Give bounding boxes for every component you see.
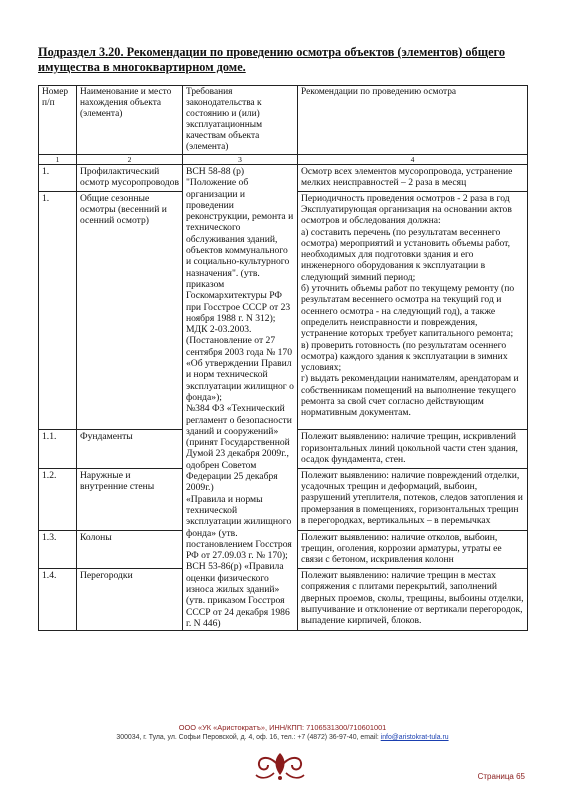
recommendation-text: Полежит выявлению: наличие отколов, выбоин, трещин, оголения, коррозии арматуры, утраты ее связи с бетоном, искривления колонн [301,531,502,566]
requirements-cell [183,165,298,631]
recommendation-text: Эксплуатирующая организация на основании актов осмотров и обследования должна: [301,203,512,227]
section-heading [38,45,538,75]
col-number: 1 [39,155,77,165]
row-recommendation [298,165,528,192]
col-number: 3 [183,155,298,165]
table-header-row [39,86,528,155]
col-number: 4 [298,155,528,165]
row-recommendation [298,530,528,568]
requirement-text: №384 ФЗ «Технический регламент о безопасности зданий и сооружений» (принят Государственной Думой 23 декабря 2009г., одобрен Советом Федерации 25 декабря 2009г.) [186,403,292,494]
row-recommendation [298,430,528,468]
header-recommendations: Рекомендации по проведению осмотра [298,86,528,155]
recommendation-text: Осмотр всех элементов мусоропровода, устранение мелких неисправностей – 2 раза в месяц [301,166,513,189]
row-number: 1.2. [39,468,77,530]
recommendation-text: Полежит выявлению: наличие трещин в местах сопряжения с плитами перекрытий, заполнений дверных проемов, сколы, трещины, выбоины отделки, выпучивание и отклонение от вертикали перегородок, выпадение кирпичей, блоков. [301,570,524,627]
footer-company: ООО «УК «Аристократъ», ИНН/КПП: 7106531300/710601001 [178,723,387,732]
col-number: 2 [77,155,183,165]
row-name: Общие сезонные осмотры (весенний и осенний осмотр) [77,191,183,430]
row-name: Перегородки [77,569,183,631]
recommendation-text: Полежит выявлению: наличие повреждений отделки, усадочных трещин и деформаций, выбоин, разрушений утеплителя, потеков, следов затопления и промерзания в помещениях, горизонтальных трещин в перегородках, вертикальных – в перемычках [301,469,523,526]
section-number: Подраздел 3.20. [38,45,124,59]
recommendation-text: а) составить перечень (по результатам весеннего осмотра) мероприятий и установить объемы работ, необходимых для подготовки здания и его инженерного оборудования к эксплуатации в следующий зимний период; [301,226,511,283]
table-row [39,165,528,192]
footer-address [0,734,565,741]
recommendation-text: Полежит выявлению: наличие трещин, искривлений горизонтальных линий цокольной части стен здания, осадок фундамента, стен. [301,431,518,465]
row-recommendation [298,468,528,530]
column-number-row [39,155,528,165]
row-recommendation [298,569,528,631]
row-number: 1.3. [39,530,77,568]
header-requirements: Требования законодательства к состоянию и (или) эксплуатационным качествам объекта (элемента) [183,86,298,155]
row-number: 1.4. [39,569,77,631]
ornament-icon [250,749,310,781]
row-name: Профилактический осмотр мусоропроводов [77,165,183,192]
requirement-text: ВСН 58-88 (р) "Положение об организации и проведении реконструкции, ремонта и технического обслуживания зданий, объектов коммунального и социально-культурного назначения". (утв. приказом Госкомархитектуры РФ при Госстрое СССР от 23 ноября 1988 г. N 312); [186,166,294,324]
recommendation-text: б) уточнить объемы работ по текущему ремонту (по результатам весеннего осмотра на текущий год и осеннего осмотра - на следующий год), а также определить неисправности и повреждения, устранение которых требует капитального ремонта; [301,283,515,340]
section-title: Рекомендации по проведению осмотра объектов (элементов) общего имущества в многоквартирном доме. [38,45,505,74]
header-number: Номер п/п [39,86,77,155]
row-name: Колоны [77,530,183,568]
row-name: Фундаменты [77,430,183,468]
footer-address-text: 300034, г. Тула, ул. Софьи Перовской, д. 4, оф. 16, тел.: +7 (4872) 36-97-40, email: [116,734,381,741]
footer-email-link[interactable]: info@aristokrat-tula.ru [380,734,449,741]
row-recommendation [298,191,528,430]
recommendation-text: в) проверить готовность (по результатам осеннего осмотра) каждого здания к эксплуатации в зимних условиях; [301,339,508,374]
requirement-text: МДК 2-03.2003. (Постановление от 27 сентября 2003 года № 170 «Об утверждении Правил и норм технической эксплуатации жилищног о фонда»); [186,324,294,403]
header-name: Наименование и место нахождения объекта (элемента) [77,86,183,155]
recommendation-text: Периодичность проведения осмотров - 2 раза в год [301,192,510,204]
row-number: 1. [39,165,77,192]
page-number: Страница 65 [477,772,525,781]
row-number: 1. [39,191,77,430]
row-number: 1.1. [39,430,77,468]
requirement-text: «Правила и нормы технической эксплуатации жилищного фонда» (утв. постановлением Госстроя РФ от 27.09.03 г. № 170); ВСН 53-86(р) «Правила оценки физического износа жилых зданий» (утв. приказом Госстроя СССР от 24 декабря 1986 г. N 446) [186,493,292,629]
row-name: Наружные и внутренние стены [77,468,183,530]
inspection-table [38,85,528,631]
recommendation-text: г) выдать рекомендации нанимателям, арендаторам и собственникам помещений на выполнение текущего ремонта за свой счет согласно действующим нормативным документам. [301,373,519,419]
